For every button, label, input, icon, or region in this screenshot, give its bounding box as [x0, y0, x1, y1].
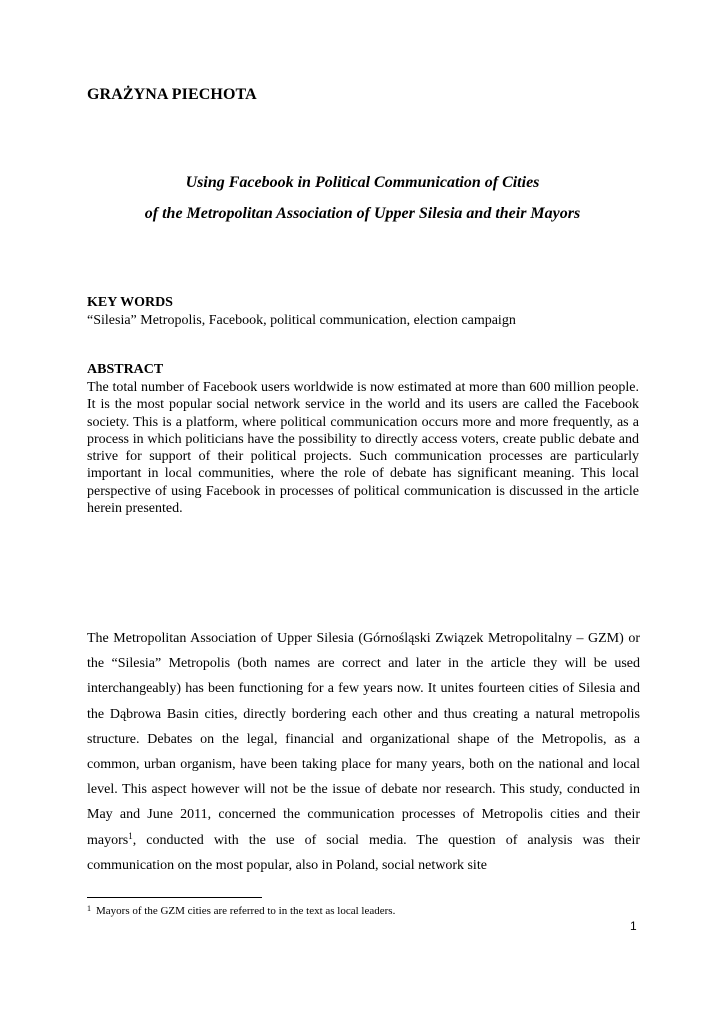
body-paragraph	[87, 626, 640, 878]
footnote	[87, 904, 395, 917]
title-line-2: of the Metropolitan Association of Upper Silesia and their Mayors	[144, 205, 581, 222]
author-name: GRAŻYNA PIECHOTA	[87, 86, 257, 103]
page-number: 1	[630, 919, 637, 933]
body-text-part-2: , conducted with the use of social media. The question of analysis was their communication on the most popular, also in Poland, social network site	[87, 832, 640, 873]
abstract-heading: ABSTRACT	[87, 362, 164, 377]
footnote-mark: 1	[87, 904, 91, 913]
abstract-text: The total number of Facebook users worldwide is now estimated at more than 600 million people. It is the most popular social network service in the world and its users are called the Facebook society. This is a platform, where political communication occurs more and more frequently, as a process in which politicians have the possibility to directly access voters, create public debate and strive for support of their political projects. Such communication processes are particularly important in local communities, where the role of debate has significant meaning. This local perspective of using Facebook in processes of political communication is discussed in the article herein presented.	[87, 380, 639, 517]
keywords-text: “Silesia” Metropolis, Facebook, political communication, election campaign	[87, 313, 516, 328]
keywords-heading: KEY WORDS	[87, 295, 173, 310]
footnote-reference: 1	[128, 830, 133, 841]
footnote-separator	[87, 897, 262, 898]
body-text-part-1: The Metropolitan Association of Upper Silesia (Górnośląski Związek Metropolitalny – GZM) or the “Silesia” Metropolis (both names are correct and later in the article they will be used interchangeably) has been functioning for a few years now. It unites fourteen cities of Silesia and the Dąbrowa Basin cities, directly bordering each other and thus creating a natural metropolis structure. Debates on the legal, financial and organizational shape of the Metropolis, as a common, urban organism, have been taking place for many years, both on the national and local level. This aspect however will not be the issue of debate nor research. This study, conducted in May and June 2011, concerned the communication processes of Metropolis cities and their mayors	[87, 631, 640, 848]
footnote-text: Mayors of the GZM cities are referred to in the text as local leaders.	[96, 905, 396, 917]
title-line-1: Using Facebook in Political Communication of Cities	[185, 174, 540, 191]
